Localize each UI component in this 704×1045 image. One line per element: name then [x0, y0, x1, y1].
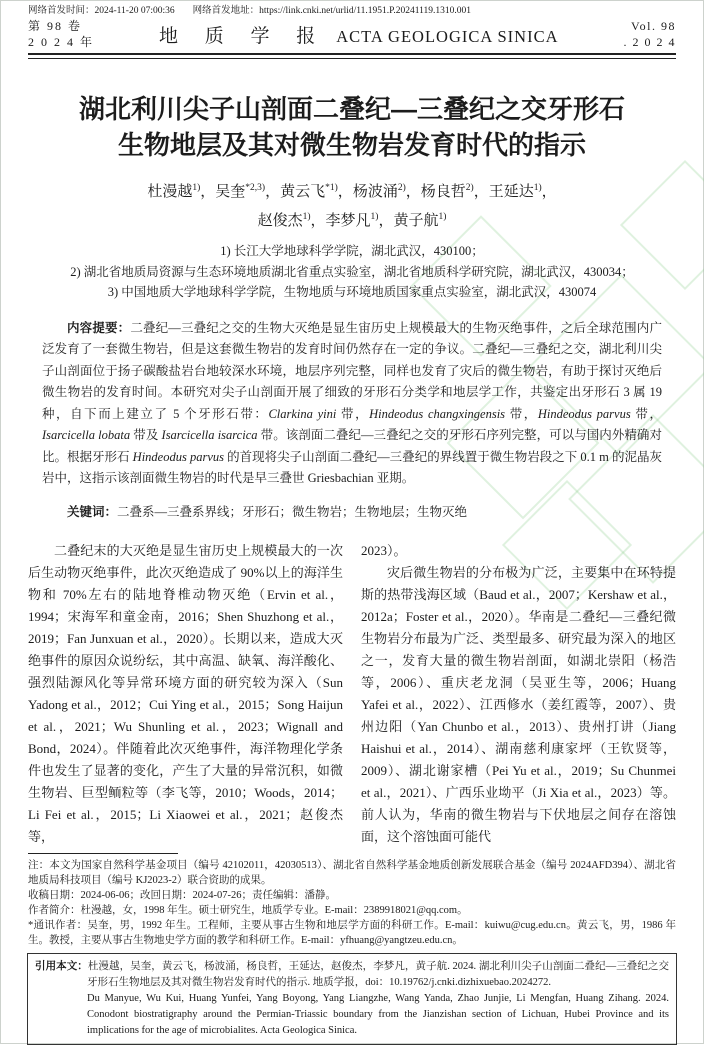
journal-name-en: ACTA GEOLOGICA SINICA: [336, 27, 559, 46]
journal-header: [1, 1, 703, 50]
body-column-left: [28, 540, 343, 848]
year-cn: 2 0 2 4 年: [28, 35, 95, 49]
keywords-label: 关键词：: [67, 504, 118, 519]
article-title-line2: 生物地层及其对微生物岩发育时代的指示: [117, 130, 586, 160]
abstract-label: 内容提要：: [67, 320, 131, 335]
abstract-text: 二叠纪—三叠纪之交的生物大灭绝是显生宙历史上规模最大的生物灭绝事件，之后全球范围内广泛发育了一套微生物岩，但是这套微生物岩的发育时间仍然存在一定的争议。二叠纪—三叠纪之交，湖北利川尖子山剖面位于扬子碳酸盐岩台地较深水环境，地层序列完整，同样也发育了灾后的微生物岩，有助于探讨灭绝后微生物岩的发育时间。本研究对尖子山剖面开展了细致的牙形石分类学和地层学工作，共鉴定出牙形石 3 属 19 种，自下而上建立了 5 个牙形石带：Clarkina yini 带，Hindeodus changxingensis 带，Hindeodus parvus 带，Isarcicella lobata 带及 Isarcicella isarcica 带。该剖面二叠纪—三叠纪之交的牙形石序列完整，可以与国内外精确对比。根据牙形石 Hindeodus parvus 的首现将尖子山剖面二叠纪—三叠纪的界线置于微生物岩段之下 0.1 m 的泥晶灰岩中，这指示该剖面微生物岩的时代是早三叠世 Griesbachian 亚期。: [42, 320, 662, 485]
abstract: [42, 318, 662, 490]
volume-year-cn: [28, 18, 94, 50]
affiliation-2: 2) 湖北省地质局资源与生态环境地质湖北省重点实验室，湖北省地质科学研究院，湖北武汉，430034；: [70, 264, 634, 279]
citation-box: [27, 953, 677, 1045]
author-line-1: 杜漫越$^{1)}$，吴奎$^{*2,3)}$，黄云飞$^{*1)}$，杨波涌$^{2)}$，杨良哲$^{2)}$，王延达$^{1)}$，: [147, 183, 557, 200]
footnote-divider: [28, 853, 178, 854]
body-paragraph-1-carryover: 2023）。: [361, 542, 407, 558]
footnote-funding: 注：本文为国家自然科学基金项目（编号 42102011，42030513）、湖北省自然科学基金地质创新发展联合基金（编号 2024AFD394）、湖北省地质局科技项目（编号 KJ2023-2）联合资助的成果。: [28, 859, 676, 886]
article-title: [1, 91, 703, 163]
body-paragraph-2: 灾后微生物岩的分布极为广泛，主要集中在环特提斯的热带浅海区域（Baud et al.，2007；Kershaw et al.，2012a；Foster et al.，2020）。华南是二叠纪—三叠纪微生物岩分布最为广泛、类型最多、研究最为深入的地区之一，发育大量的微生物岩剖面，如湖北崇阳（杨浩等，2006）、重庆老龙洞（吴亚生等，2006；Huang Yafei et al.，2022）、江西修水（姜红霞等，2007）、贵州边阳（Yan Chunbo et al.，2013）、贵州打讲（Jiang Haishui et al.，2014）、湖南慈利康家坪（王钦贤等，2009）、湖北谢家槽（Pei Yu et al.，2019；Su Chunmei et al.，2021）、广西乐业坳平（Ji Xia et al.，2023）等。前人认为，华南的微生物岩与下伏地层之间存在溶蚀面，这个溶蚀面可能代: [361, 564, 676, 844]
affiliation-list: [1, 241, 703, 303]
volume-en: Vol. 98: [631, 19, 676, 33]
affiliation-1: 1) 长江大学地球科学学院，湖北武汉，430100；: [220, 244, 484, 258]
footnote-first-author: 作者简介：杜漫越，女，1998 年生。硕士研究生，地质学专业。E-mail：2389918021@qq.com。: [28, 904, 468, 916]
article-title-line1: 湖北利川尖子山剖面二叠纪—三叠纪之交牙形石: [78, 94, 625, 124]
citation-cn-text: 杜漫越，吴奎，黄云飞，杨波涌，杨良哲，王延达，赵俊杰，李梦凡，黄子航. 2024. 湖北利川尖子山剖面二叠纪—三叠纪之交牙形石生物地层及其对微生物岩发育时代的指示. 地质学报，doi：10.19762/j.cnki.dizhixuebao.2024272.: [87, 960, 670, 988]
footnote-block: [28, 858, 676, 948]
body-columns: [28, 540, 676, 848]
header-double-rule: [28, 53, 676, 59]
year-en: . 2 0 2 4: [623, 35, 676, 49]
citation-en: Du Manyue, Wu Kui, Huang Yunfei, Yang Boyong, Yang Liangzhe, Wang Yanda, Zhao Junjie, Li Mengfan, Huang Zihang. 2024. Conodont biostratigraphy around the Permian-Triassic boundary from the Jianzishan section of Lichuan, Hubei Province and its implications for the age of microbialites. Acta Geologica Sinica.: [87, 992, 669, 1036]
online-publish-time: 网络首发时间：2024-11-20 07:00:36: [28, 6, 175, 16]
keywords-text: 二叠系—三叠系界线；牙形石；微生物岩；生物地层；生物灭绝: [117, 504, 468, 519]
volume-year-en: [624, 18, 677, 50]
keywords: [42, 502, 662, 523]
citation-label: 引用本文：: [35, 959, 88, 972]
journal-name: [94, 18, 623, 50]
citation-cn: [35, 958, 669, 991]
journal-name-cn: 地 质 学 报: [158, 26, 327, 47]
affiliation-3: 3) 中国地质大学地球科学学院，生物地质与环境地质国家重点实验室，湖北武汉，430074: [107, 285, 597, 299]
footnote-corresponding-author: *通讯作者：吴奎，男，1992 年生。工程师，主要从事古生物和地层学方面的科研工作。E-mail：kuiwu@cug.edu.cn。黄云飞，男，1986 年生。教授，主要从事古生物地史学方面的教学和科研工作。E-mail：yfhuang@yangtzeu.edu.cn。: [28, 919, 676, 946]
body-paragraph-1: 二叠纪末的大灭绝是显生宙历史上规模最大的一次后生动物灭绝事件，此次灭绝造成了 90%以上的海洋生物和 70%左右的陆地脊椎动物灭绝（Ervin et al.，1994；宋海军和童金南，2016；Shen Shuzhong et al.，2019；Fan Junxuan et al.，2020）。长期以来，造成大灭绝事件的原因众说纷纭，其中高温、缺氧、海洋酸化、强烈陆源风化等异常环境方面的研究较为深入（Sun Yadong et al.，2012；Cui Ying et al.，2015；Song Haijun et al.，2021；Wu Shunling et al.，2023；Wignall and Bond，2024）。伴随着此次灭绝事件，海洋物理化学条件也发生了显著的变化，产生了大量的异常沉积，如微生物岩、巨型鲕粒等（李飞等，2010；Woods，2014；Li Fei et al.，2015；Li Xiaowei et al.，2021；赵俊杰等，: [28, 542, 343, 844]
body-column-right: [361, 540, 676, 848]
author-list: [1, 176, 703, 234]
online-publish-url: 网络首发地址：https://link.cnki.net/urlid/11.1951.P.20241119.1310.001: [192, 6, 472, 16]
author-line-2: 赵俊杰$^{1)}$，李梦凡$^{1)}$，黄子航$^{1)}$: [257, 212, 447, 229]
footnote-dates: 收稿日期：2024-06-06；改回日期：2024-07-26；责任编辑：潘静。: [28, 889, 336, 901]
volume-cn: 第 98 卷: [28, 19, 83, 33]
